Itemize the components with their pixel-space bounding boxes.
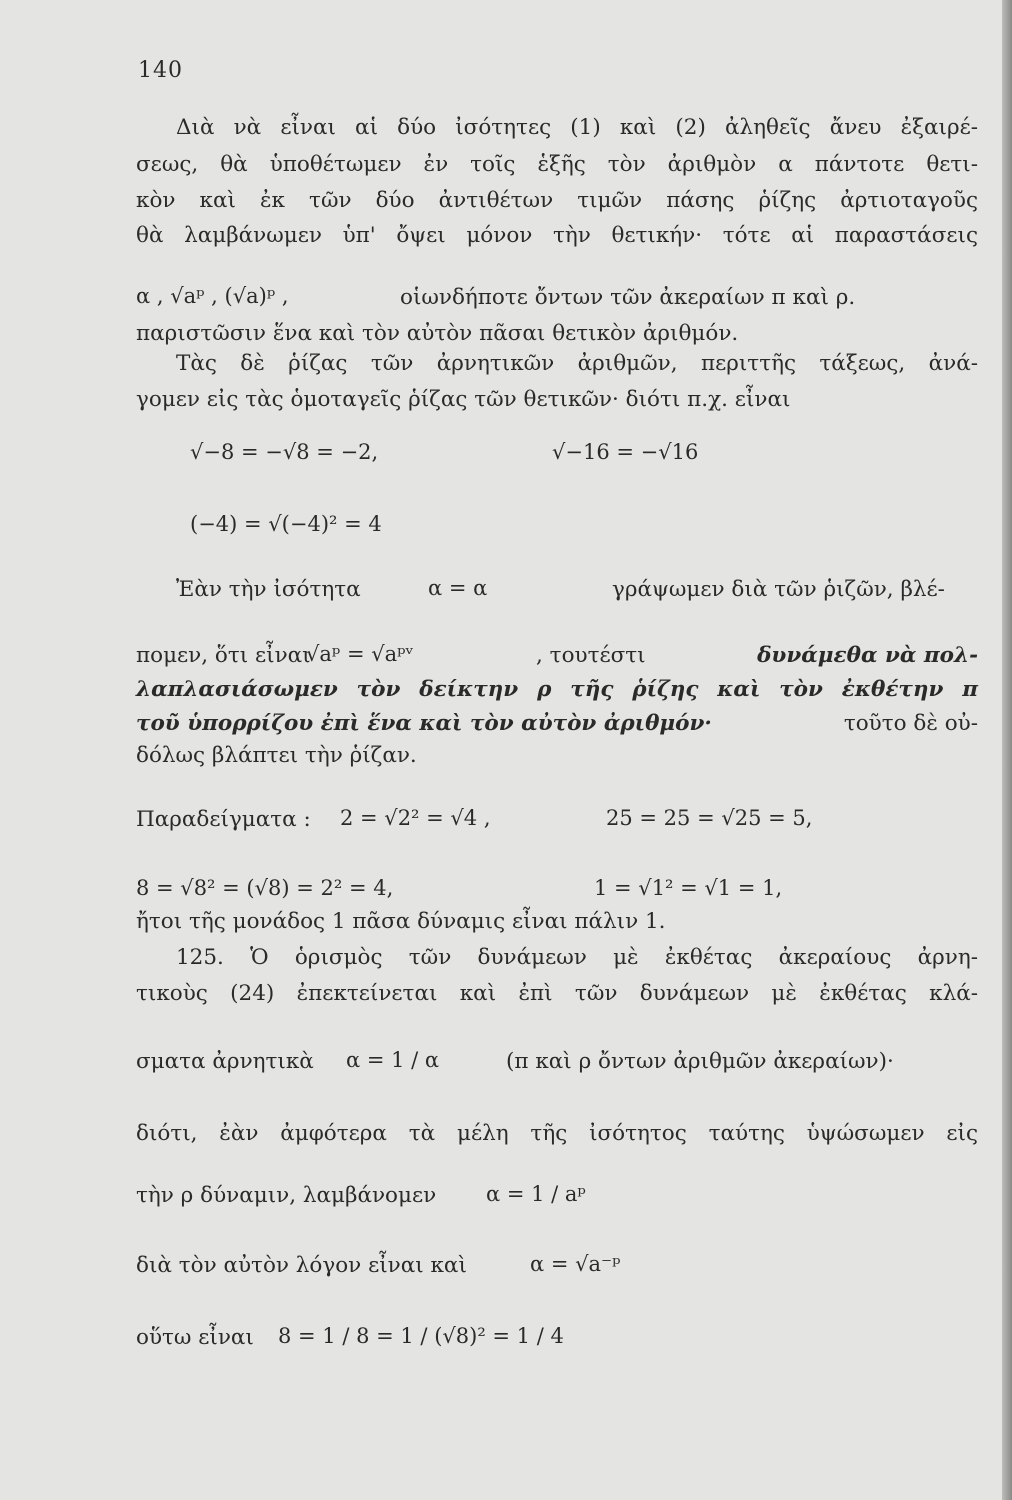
formula-rho-power: α = 1 / aᵖ <box>486 1182 586 1206</box>
formula-fifth-root: √−16 = −√16 <box>552 440 699 464</box>
text-line: τοῦτο δὲ οὐ- <box>843 711 978 736</box>
text-line: διὰ τὸν αὐτὸν λόγον εἶναι καὶ <box>136 1253 467 1278</box>
text-line: ἤτοι τῆς μονάδος 1 πᾶσα δύναμις εἶναι πάλιν 1. <box>136 909 666 934</box>
formula-negative-root: α = √a⁻ᵖ <box>530 1252 621 1276</box>
text-line: Τὰς δὲ ῥίζας τῶν ἀρνητικῶν ἀριθμῶν, περιττῆς τάξεως, ἀνά- <box>176 351 978 376</box>
emphasis-text: τοῦ ὑπορρίζου ἐπὶ ἕνα καὶ τὸν αὐτὸν ἀριθμόν· <box>136 711 712 736</box>
text-line: κὸν καὶ ἐκ τῶν δύο ἀντιθέτων τιμῶν πάσης ῥίζης ἀρτιοταγοῦς <box>136 188 978 213</box>
text-line: πομεν, ὅτι εἶναι <box>136 643 311 668</box>
formula-powers: α , √aᵖ , (√a)ᵖ , <box>136 284 289 308</box>
text-line: τὴν ρ δύναμιν, λαμβάνομεν <box>136 1183 437 1208</box>
formula-power-neg4: (−4) = √(−4)² = 4 <box>190 512 382 536</box>
formula-example-1: 1 = √1² = √1 = 1, <box>594 876 783 900</box>
formula-cube-root: √−8 = −√8 = −2, <box>190 440 379 464</box>
formula-example-8: 8 = √8² = (√8) = 2² = 4, <box>136 876 394 900</box>
page-edge <box>1002 0 1012 1500</box>
text-line: θὰ λαμβάνωμεν ὑπ' ὄψει μόνον τὴν θετικήν· τότε αἱ παραστάσεις <box>136 223 978 248</box>
text-line: , τουτέστι <box>536 643 646 668</box>
text-line: διότι, ἐὰν ἀμφότερα τὰ μέλη τῆς ἰσότητος ταύτης ὑψώσωμεν εἰς <box>136 1121 978 1146</box>
text-line: 125. Ὁ ὁρισμὸς τῶν δυνάμεων μὲ ἐκθέτας ἀκεραίους ἀρνη- <box>176 945 978 970</box>
text-line: γράψωμεν διὰ τῶν ῥιζῶν, βλέ- <box>612 577 945 602</box>
text-line: σματα ἀρνητικὰ <box>136 1049 314 1074</box>
text-line: οἱωνδήποτε ὄντων τῶν ἀκεραίων π καὶ ρ. <box>400 285 856 310</box>
text-line: (π καὶ ρ ὄντων ἀριθμῶν ἀκεραίων)· <box>506 1049 894 1074</box>
text-line: τικοὺς (24) ἐπεκτείνεται καὶ ἐπὶ τῶν δυνάμεων μὲ ἐκθέτας κλά- <box>136 981 978 1006</box>
text-line: οὕτω εἶναι <box>136 1325 254 1350</box>
page-number: 140 <box>138 58 183 83</box>
text-line: Ἐὰν τὴν ἰσότητα <box>176 577 361 602</box>
formula-roots: √aᵖ = √aᵖᵛ <box>306 642 414 666</box>
text-line: σεως, θὰ ὑποθέτωμεν ἐν τοῖς ἑξῆς τὸν ἀριθμὸν α πάντοτε θετι- <box>136 152 978 177</box>
text-line: γομεν εἰς τὰς ὁμοταγεῖς ῥίζας τῶν θετικῶν· διότι π.χ. εἶναι <box>136 387 791 412</box>
formula-negative-exponent: α = 1 / α <box>346 1048 440 1072</box>
text-line: παριστῶσιν ἕνα καὶ τὸν αὐτὸν πᾶσαι θετικὸν ἀριθμόν. <box>136 321 739 346</box>
emphasis-text: δυνάμεθα νὰ πολ- <box>757 643 978 668</box>
examples-heading: Παραδείγματα : <box>136 807 311 832</box>
formula-final-example: 8 = 1 / 8 = 1 / (√8)² = 1 / 4 <box>278 1324 564 1348</box>
text-line: δόλως βλάπτει τὴν ῥίζαν. <box>136 743 417 768</box>
formula-example-25: 25 = 25 = √25 = 5, <box>606 806 813 830</box>
text-line: Διὰ νὰ εἶναι αἱ δύο ἰσότητες (1) καὶ (2) ἀληθεῖς ἄνευ ἐξαιρέ- <box>176 115 978 140</box>
formula-example-2: 2 = √2² = √4 , <box>340 806 491 830</box>
formula-equality: α = α <box>428 576 488 600</box>
emphasis-text: λαπλασιάσωμεν τὸν δείκτην ρ τῆς ῥίζης καὶ τὸν ἐκθέτην π <box>136 677 978 702</box>
